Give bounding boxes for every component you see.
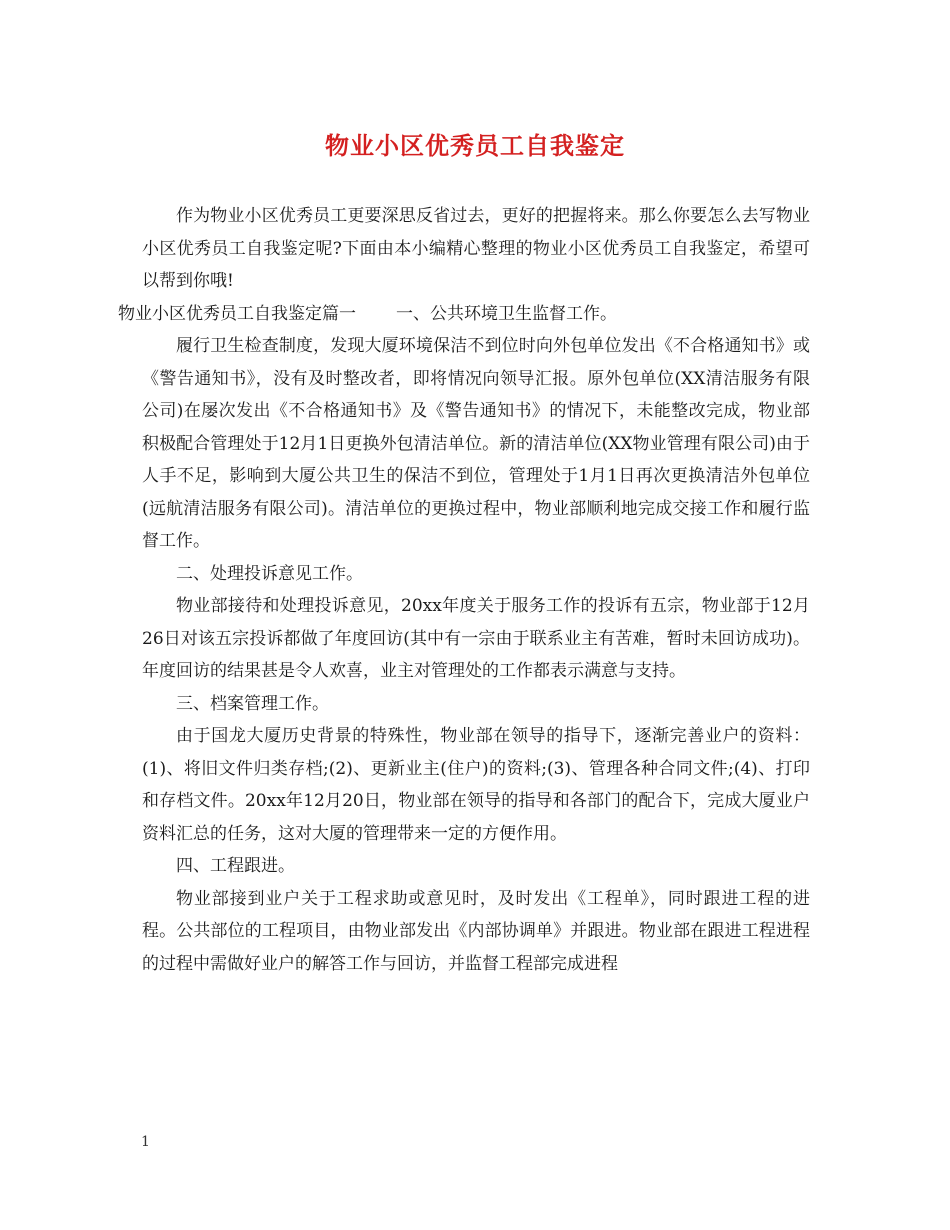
section-heading-left: 物业小区优秀员工自我鉴定篇一	[118, 303, 356, 324]
intro-paragraph: 作为物业小区优秀员工更要深思反省过去，更好的把握将来。那么你要怎么去写物业小区优秀员工自我鉴定呢?下面由本小编精心整理的物业小区优秀员工自我鉴定，希望可以帮到你哦!	[142, 206, 810, 291]
document-body	[118, 200, 810, 980]
document-title: 物业小区优秀员工自我鉴定	[325, 131, 625, 160]
heading-archives: 三、档案管理工作。	[176, 693, 329, 714]
paragraph-archives: 由于国龙大厦历史背景的特殊性，物业部在领导的指导下，逐渐完善业户的资料：(1)、将旧文件归类存档;(2)、更新业主(住户)的资料;(3)、管理各种合同文件;(4)、打印和存档文件。20xx年12月20日，物业部在领导的指导和各部门的配合下，完成大厦业户资料汇总的任务，这对大厦的管理带来一定的方便作用。	[142, 726, 810, 844]
section-heading	[118, 298, 810, 331]
heading-engineering: 四、工程跟进。	[176, 856, 295, 876]
paragraph-complaints: 物业部接待和处理投诉意见，20xx年度关于服务工作的投诉有五宗，物业部于12月26日对该五宗投诉都做了年度回访(其中有一宗由于联系业主有苦难，暂时未回访成功)。年度回访的结果甚是令人欢喜，业主对管理处的工作都表示满意与支持。	[142, 596, 810, 681]
paragraph-engineering: 物业部接到业户关于工程求助或意见时，及时发出《工程单》，同时跟进工程的进程。公共部位的工程项目，由物业部发出《内部协调单》并跟进。物业部在跟进工程进程的过程中需做好业户的解答工作与回访，并监督工程部完成进程	[142, 888, 810, 974]
heading-complaints: 二、处理投诉意见工作。	[176, 563, 363, 584]
section-heading-right: 一、公共环境卫生监督工作。	[396, 303, 617, 324]
page-number: 1	[141, 1134, 150, 1150]
paragraph-sanitation: 履行卫生检查制度，发现大厦环境保洁不到位时向外包单位发出《不合格通知书》或《警告通知书》，没有及时整改者，即将情况向领导汇报。原外包单位(XX清洁服务有限公司)在屡次发出《不合格通知书》及《警告通知书》的情况下，未能整改完成，物业部积极配合管理处于12月1日更换外包清洁单位。新的清洁单位(XX物业管理有限公司)由于人手不足，影响到大厦公共卫生的保洁不到位，管理处于1月1日再次更换清洁外包单位(远航清洁服务有限公司)。清洁单位的更换过程中，物业部顺利地完成交接工作和履行监督工作。	[142, 336, 810, 551]
